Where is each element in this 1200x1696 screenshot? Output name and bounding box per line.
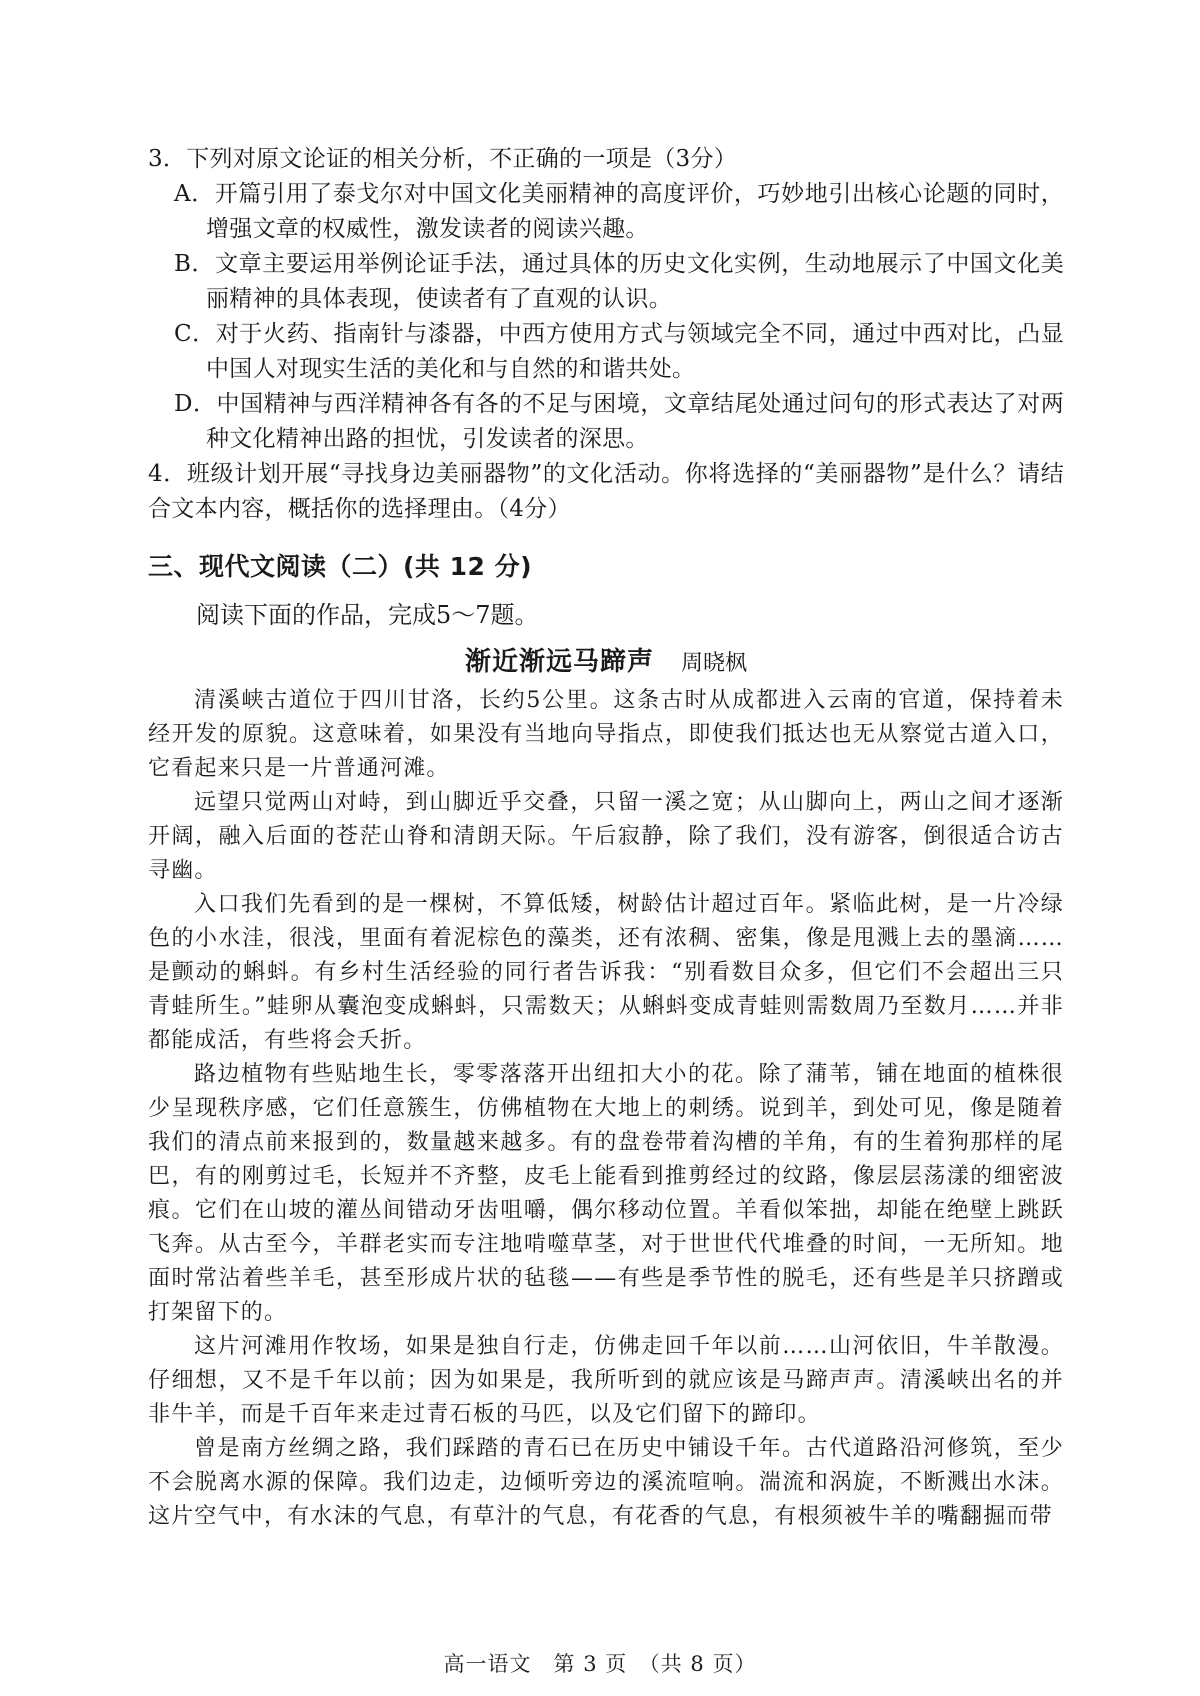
question-3-option-d: D．中国精神与西洋精神各有各的不足与困境，文章结尾处通过问句的形式表达了对两种文化精神出路的担忧，引发读者的深思。 (174, 391, 1064, 452)
page-content (148, 142, 1064, 1534)
question-3-option-b: B．文章主要运用举例论证手法，通过具体的历史文化实例，生动地展示了中国文化美丽精神的具体表现，使读者有了直观的认识。 (174, 251, 1064, 312)
article-paragraph: 清溪峡古道位于四川甘洛，长约5公里。这条古时从成都进入云南的官道，保持着未经开发的原貌。这意味着，如果没有当地向导指点，即使我们抵达也无从察觉古道入口，它看起来只是一片普通河滩。 (148, 688, 1064, 781)
article-paragraph: 曾是南方丝绸之路，我们踩踏的青石已在历史中铺设千年。古代道路沿河修筑，至少不会脱离水源的保障。我们边走，边倾听旁边的溪流喧响。湍流和涡旋，不断溅出水沫。这片空气中，有水沫的气息，有草汁的气息，有花香的气息，有根须被牛羊的嘴翻掘而带 (148, 1436, 1064, 1529)
section-instruction: 阅读下面的作品，完成5～7题。 (196, 601, 539, 629)
article-title-row (148, 643, 1064, 684)
question-4-stem: 4．班级计划开展“寻找身边美丽器物”的文化活动。你将选择的“美丽器物”是什么？请结合文本内容，概括你的选择理由。（4分） (148, 461, 1064, 522)
question-4 (148, 457, 1064, 527)
page-footer: 高一语文 第 3 页 （共 8 页） (443, 1652, 757, 1676)
question-3-option-c: C．对于火药、指南针与漆器，中西方使用方式与领域完全不同，通过中西对比，凸显中国人对现实生活的美化和与自然的和谐共处。 (174, 321, 1064, 382)
article-paragraph: 路边植物有些贴地生长，零零落落开出纽扣大小的花。除了蒲苇，铺在地面的植株很少呈现秩序感，它们任意簇生，仿佛植物在大地上的刺绣。说到羊，到处可见，像是随着我们的清点前来报到的，数量越来越多。有的盘卷带着沟槽的羊角，有的生着狗那样的尾巴，有的刚剪过毛，长短并不齐整，皮毛上能看到推剪经过的纹路，像层层荡漾的细密波痕。它们在山坡的灌丛间错动牙齿咀嚼，偶尔移动位置。羊看似笨拙，却能在绝壁上跳跃飞奔。从古至今，羊群老实而专注地啃噬草茎，对于世世代代堆叠的时间，一无所知。地面时常沾着些羊毛，甚至形成片状的毡毯——有些是季节性的脱毛，还有些是羊只挤蹭或打架留下的。 (148, 1062, 1064, 1325)
article-body (148, 684, 1064, 1534)
section-heading: 三、现代文阅读（二）(共 12 分) (148, 552, 533, 581)
article-author: 周晓枫 (681, 651, 748, 676)
question-3-stem: 3．下列对原文论证的相关分析，不正确的一项是（3分） (148, 146, 738, 172)
article-paragraph: 这片河滩用作牧场，如果是独自行走，仿佛走回千年以前……山河依旧，牛羊散漫。仔细想，又不是千年以前；因为如果是，我所听到的就应该是马蹄声声。清溪峡出名的并非牛羊，而是千百年来走过青石板的马匹，以及它们留下的蹄印。 (148, 1334, 1064, 1427)
article-paragraph: 远望只觉两山对峙，到山脚近乎交叠，只留一溪之宽；从山脚向上，两山之间才逐渐开阔，融入后面的苍茫山脊和清朗天际。午后寂静，除了我们，没有游客，倒很适合访古寻幽。 (148, 790, 1064, 883)
question-3-option-a: A．开篇引用了泰戈尔对中国文化美丽精神的高度评价，巧妙地引出核心论题的同时，增强文章的权威性，激发读者的阅读兴趣。 (174, 181, 1064, 242)
question-3 (148, 142, 1064, 457)
article-paragraph: 入口我们先看到的是一棵树，不算低矮，树龄估计超过百年。紧临此树，是一片冷绿色的小水洼，很浅，里面有着泥棕色的藻类，还有浓稠、密集，像是甩溅上去的墨滴……是颤动的蝌蚪。有乡村生活经验的同行者告诉我：“别看数目众多，但它们不会超出三只青蛙所生。”蛙卵从囊泡变成蝌蚪，只需数天；从蝌蚪变成青蛙则需数周乃至数月……并非都能成活，有些将会夭折。 (148, 892, 1064, 1053)
article-title: 渐近渐远马蹄声 (464, 647, 654, 677)
